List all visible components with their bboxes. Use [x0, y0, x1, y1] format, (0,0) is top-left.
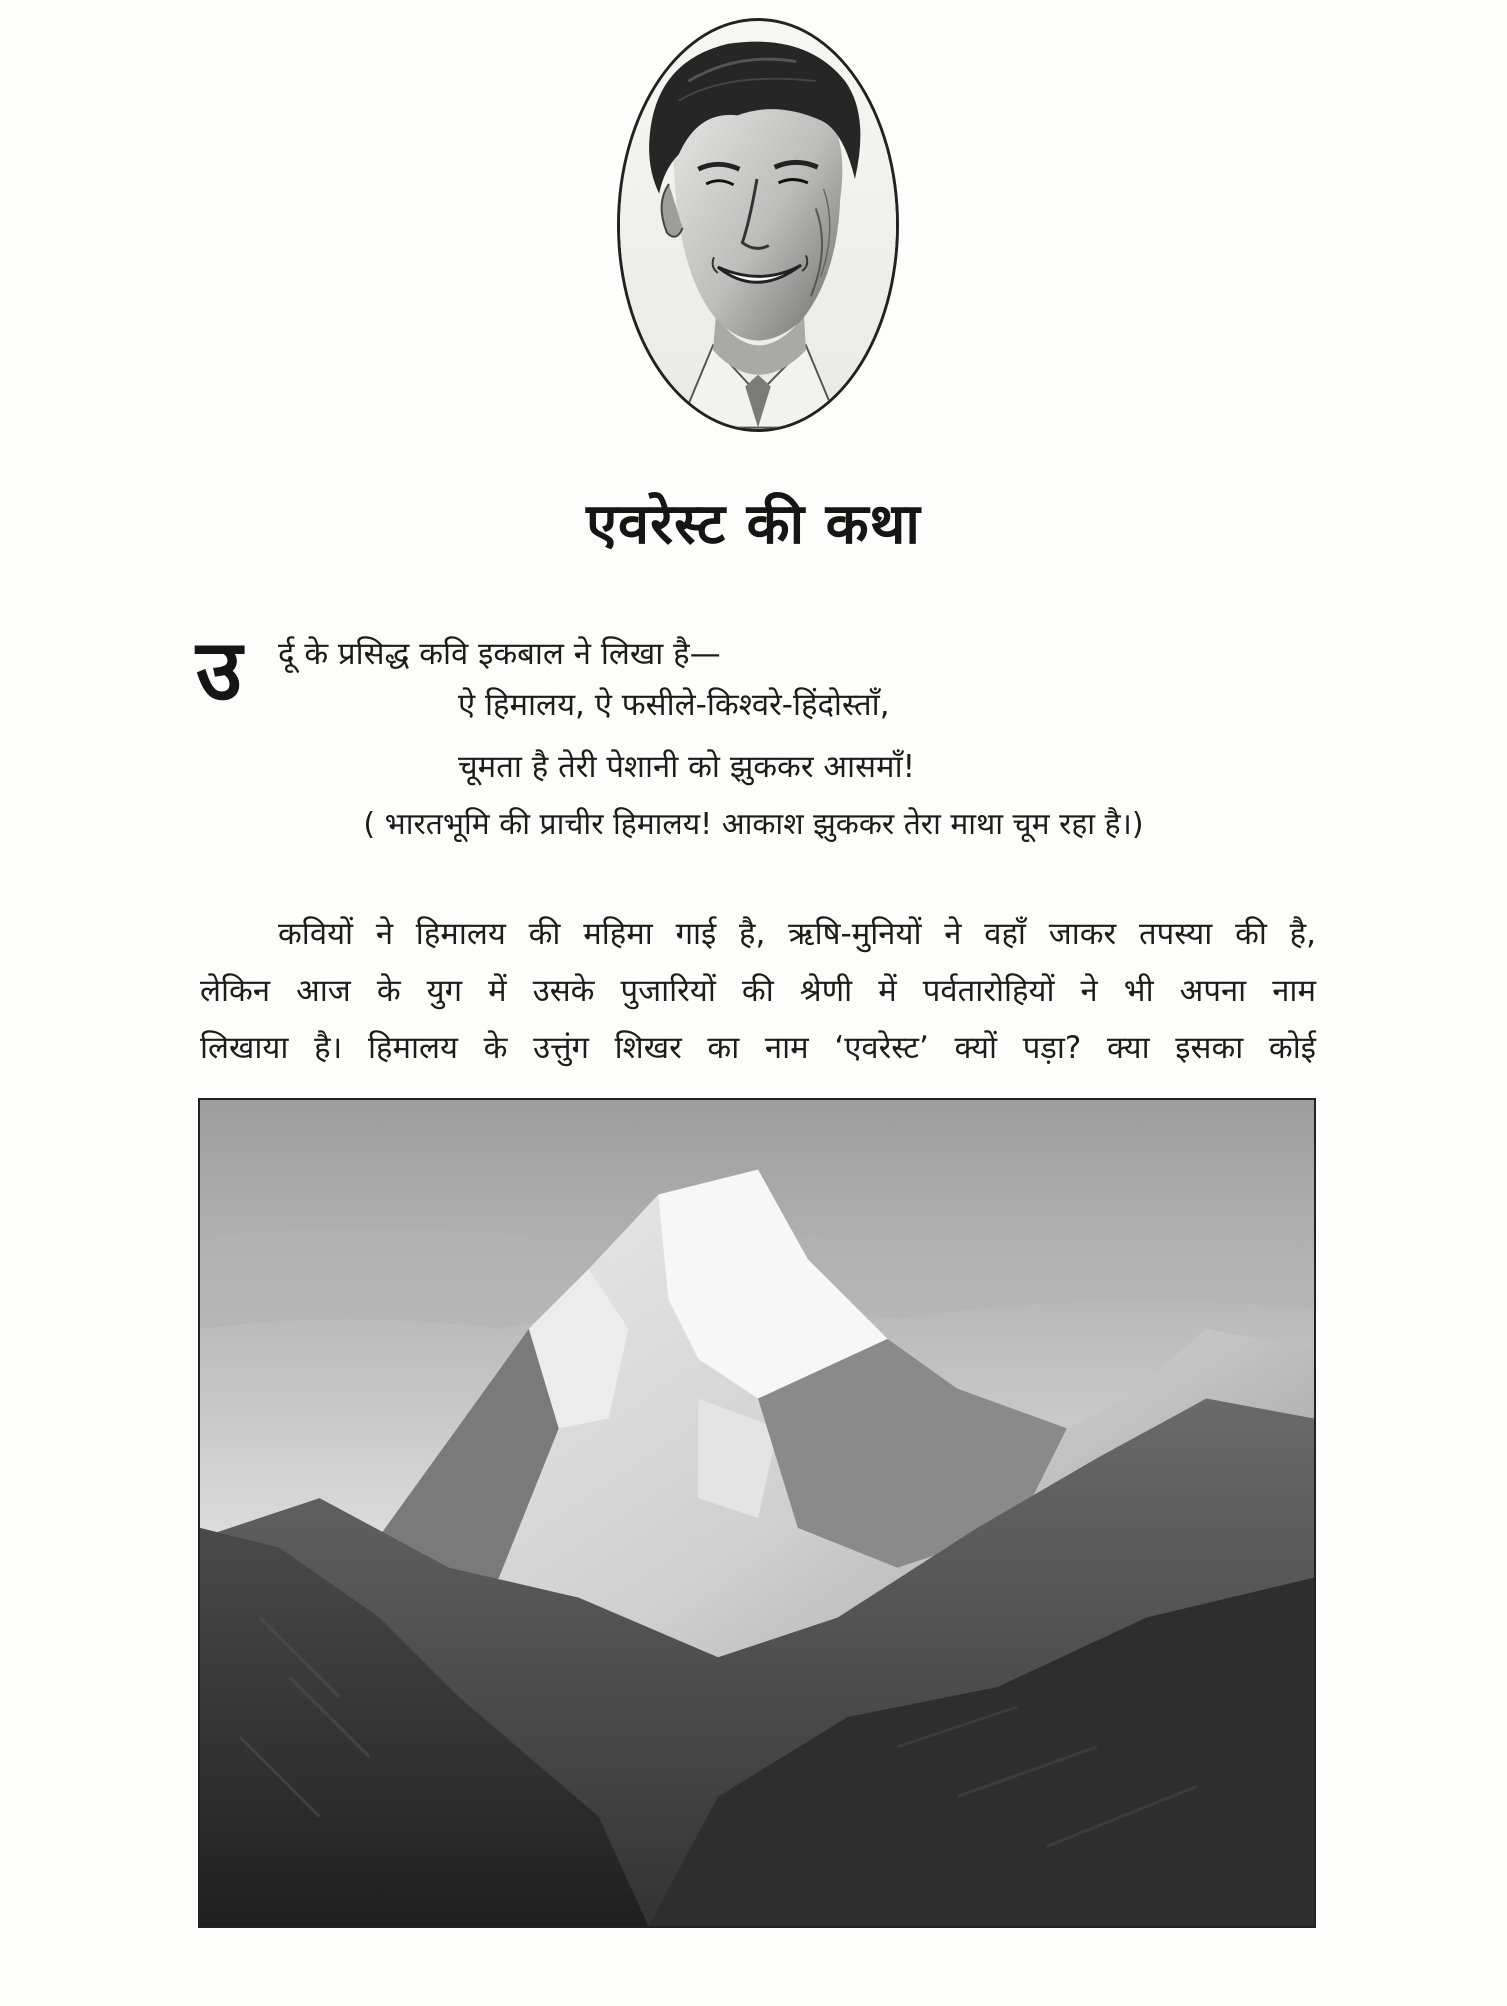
verse-line-2: चूमता है तेरी पेशानी को झुककर आसमाँ! [458, 749, 916, 785]
paragraph-line-2: लेकिन आज के युग में उसके पुजारियों की श्रेणी में पर्वतारोहियों ने भी अपना नाम [200, 973, 1316, 1009]
paragraph-line-3: लिखाया है। हिमालय के उत्तुंग शिखर का नाम ‘एवरेस्ट’ क्यों पड़ा? क्या इसका कोई [200, 1030, 1316, 1066]
body-paragraph [200, 906, 1316, 1077]
page-title: एवरेस्ट की कथा [586, 492, 921, 557]
verse-line-1: ऐ हिमालय, ऐ फसीले-किश्वरे-हिंदोस्ताँ, [458, 687, 890, 723]
mountain-photograph [198, 1098, 1316, 1928]
intro-text: र्दू के प्रसिद्ध कवि इकबाल ने लिखा है— [278, 636, 721, 672]
drop-cap: उ [196, 621, 243, 719]
verse-translation: ( भारतभूमि की प्राचीर हिमालय! आकाश झुककर तेरा माथा चूम रहा है।) [363, 807, 1144, 842]
paragraph-line-1: कवियों ने हिमालय की महिमा गाई है, ऋषि-मुनियों ने वहाँ जाकर तपस्या की है, [278, 916, 1316, 952]
portrait-illustration [617, 18, 899, 432]
